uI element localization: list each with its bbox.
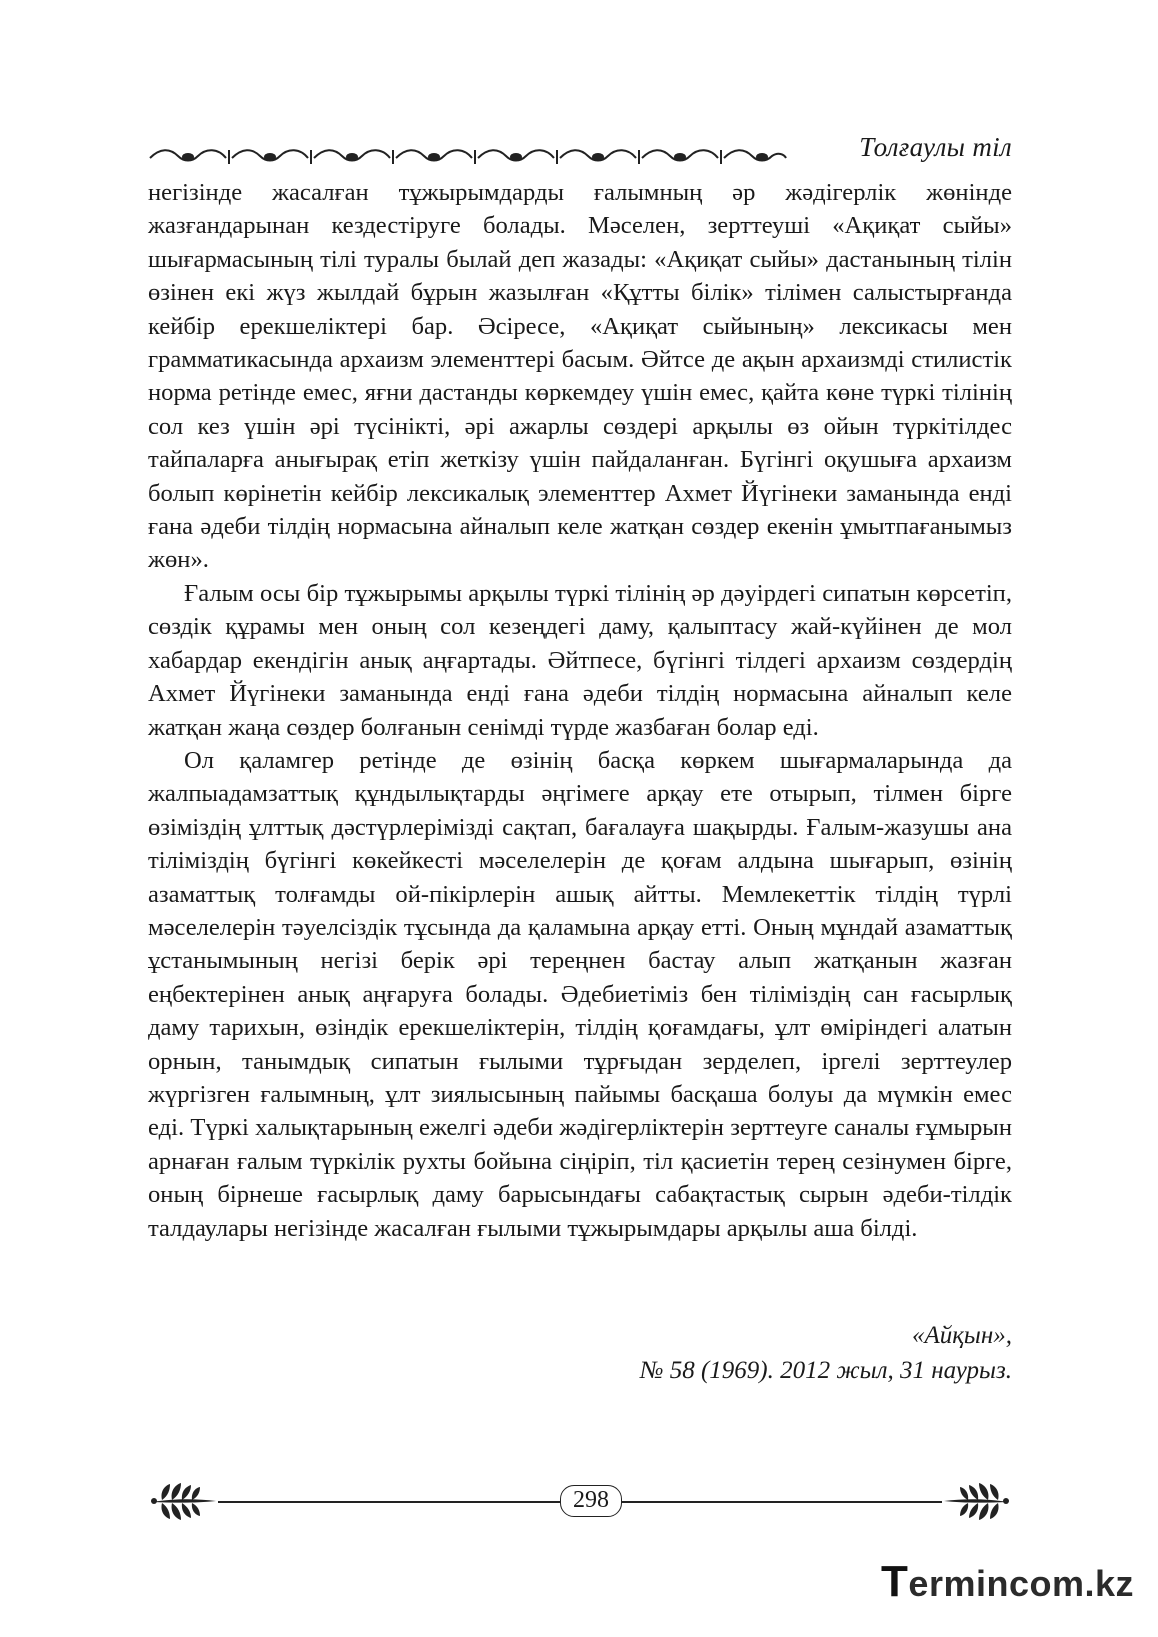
page-header [148,128,1012,172]
source-line-2: № 58 (1969). 2012 жыл, 31 наурыз. [639,1357,1012,1384]
leaf-ornament-right-icon [942,1478,1012,1524]
footer-rule-left [218,1501,560,1503]
watermark-text: ermincom.kz [908,1563,1134,1604]
paragraph-1: негізінде жасалған тұжырымдарды ғалымның әр жәдігерлік жөнінде жазғандарынан кездестіруге болады. Мәселен, зерттеуші «Ақиқат сыйы» шығармасының тілі туралы былай деп жазады: «Ақиқат сыйы» дастанының тілін өзінен екі жүз жылдай бұрын жазылған «Құтты білік» тілімен салыстырғанда кейбір ерекшеліктері бар. Әсіресе, «Ақиқат сыйының» лексикасы мен грамматикасында архаизм элементтері басым. Әйтсе де ақын архаизмді стилистік норма ретінде емес, яғни дастанды көркемдеу үшін емес, қайта көне түркі тілінің сол кез үшін әрі түсінікті, әрі ажарлы сөздері арқылы өз ойын түркітілдес тайпаларға анығырақ етіп жеткізу үшін пайдаланған. Бүгінгі оқушыға архаизм болып көрінетін кейбір лексикалық элементтер Ахмет Йүгінеки заманында енді ғана әдеби тілдің нормасына айналып келе жатқан сөздер екенін ұмытпағанымыз жөн». [148,179,1012,574]
site-watermark [881,1557,1134,1607]
header-ornament-border [148,144,788,168]
leaf-ornament-left-icon [148,1478,218,1524]
source-citation [640,1318,1012,1388]
watermark-first-letter: T [881,1557,909,1606]
page-footer [148,1472,1012,1532]
footer-rule-right [622,1501,942,1503]
source-line-1: «Айқын», [911,1322,1012,1349]
running-title: Толғаулы тіл [859,132,1012,162]
paragraph-3: Ол қаламгер ретінде де өзінің басқа көркем шығармаларында да жалпыадамзаттық құндылықтарды әңгімеге арқау ете отырып, тілмен бірге өзіміздің ұлттық дәстүрлерімізді сақтап, бағалауға шақырды. Ғалым-жазушы ана тіліміздің бүгінгі көкейкесті мәселелерін де қоғам алдына шығарып, өзінің азаматтық толғамды ой-пікірлерін ашық айтты. Мемлекеттік тілдің түрлі мәселелерін тәуелсіздік тұсында да қаламына арқау етті. Оның мұндай азаматтық ұстанымының негізі берік әрі тереңнен бастау алып жатқанын жазған еңбектерінен анық аңғаруға болады. Әдебиетіміз бен тіліміздің сан ғасырлық даму тарихын, өзіндік ерекшеліктерін, тілдің қоғамдағы, ұлт өміріндегі алатын орнын, танымдық сипатын ғылыми тұрғыдан зерделеп, іргелі зерттеулер жүргізген ғалымның, ұлт зиялысының пайымы басқаша болуы да мүмкін емес еді. Түркі халықтарының ежелгі әдеби жәдігерліктерін зерттеуге саналы ғұмырын арнаған ғалым түркілік рухты бойына сіңіріп, тіл қасиетін терең сезінумен бірге, оның бірнеше ғасырлық даму барысындағы сабақтастық сырын әдеби-тілдік талдаулары негізінде жасалған ғылыми тұжырымдары арқылы аша білді. [148,746,1012,1242]
paragraph-2: Ғалым осы бір тұжырымы арқылы түркі тілінің әр дәуірдегі сипатын көрсетіп, сөздік құрамы мен оның сол кезеңдегі даму, қалыптасу жай-күйінен де мол хабардар екендігін анық аңғартады. Әйтпесе, бүгінгі тілдегі архаизм сөздердің Ахмет Йүгінеки заманында енді ғана әдеби тілдің нормасына айналып келе жатқан жаңа сөздер болғанын сенімді түрде жазбаған болар еді. [148,579,1012,741]
page-number: 298 [560,1485,622,1517]
body-text [148,176,1012,1245]
